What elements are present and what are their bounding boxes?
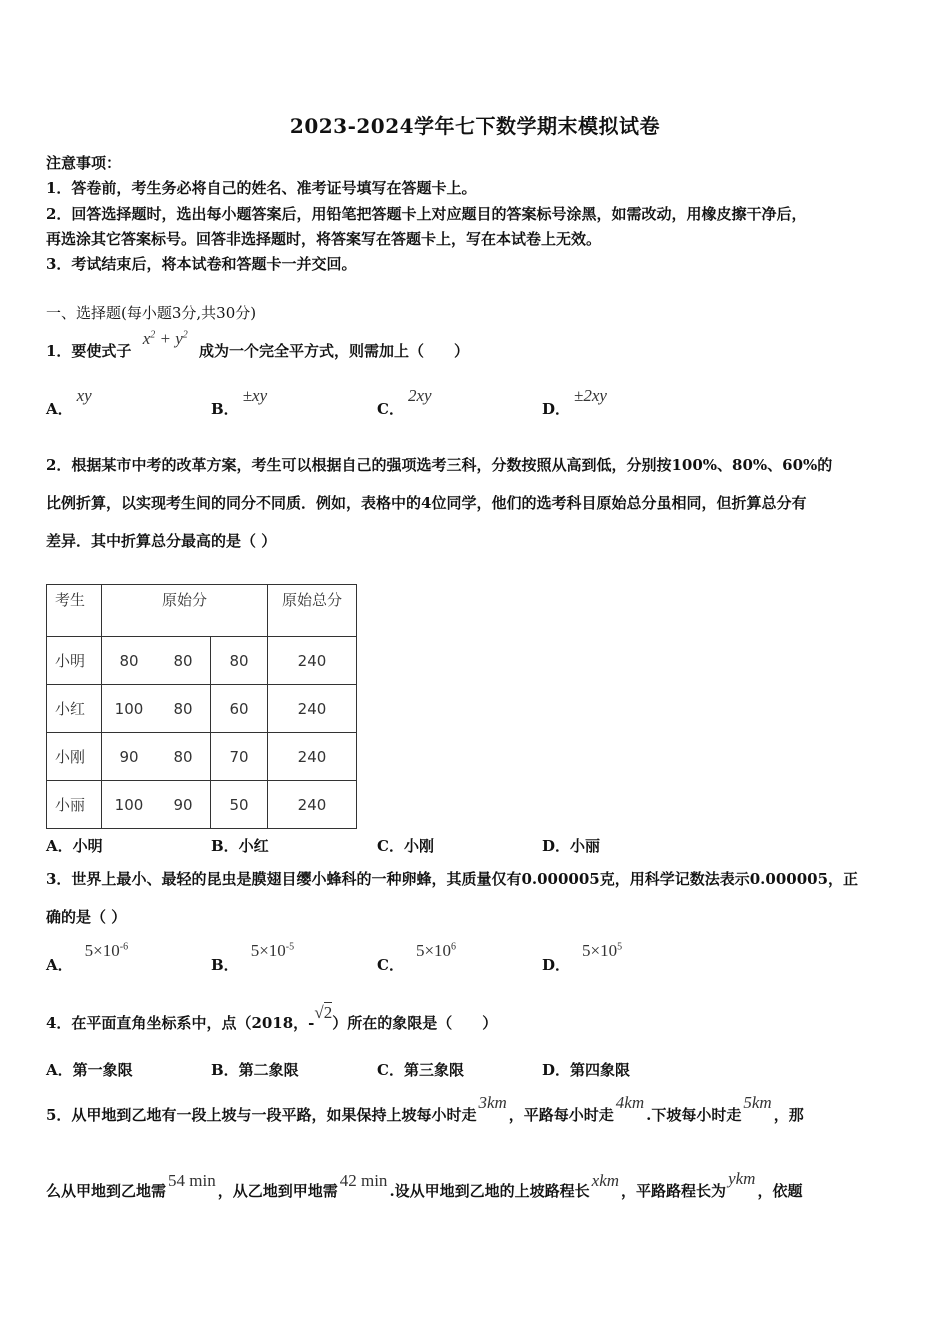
table-cell: 90	[102, 733, 157, 781]
question-5-line-1: 5．从甲地到乙地有一段上坡与一段平路，如果保持上坡每小时走3km，平路每小时走4km.下坡每小时走5km，那	[46, 1093, 804, 1124]
notice-heading: 注意事项：	[46, 154, 122, 172]
question-5-line-2: 么从甲地到乙地需54 min，从乙地到甲地需42 min.设从甲地到乙地的上坡路程长xkm，平路路程长为ykm，依题	[46, 1169, 803, 1200]
table-cell: 240	[268, 685, 357, 733]
question-3-option-a[interactable]: A．$5\times 10^{-6}$	[46, 941, 129, 974]
table-cell: 240	[268, 781, 357, 829]
student-name: 小刚	[47, 733, 102, 781]
table-cell: 50	[211, 781, 268, 829]
table-header-row	[47, 585, 357, 637]
section-heading: 一、选择题(每小题3分,共30分)	[46, 304, 257, 322]
question-1-option-d[interactable]: D．±2xy	[542, 386, 607, 418]
table-row	[47, 781, 357, 829]
question-3-option-c[interactable]: C．$5\times 10^6$	[377, 941, 457, 974]
table-cell: 80	[156, 637, 211, 685]
sqrt-expression: √2	[314, 1003, 333, 1022]
question-2-option-b[interactable]: B．小红	[211, 837, 269, 855]
notice-item: 3．考试结束后，将本试卷和答题卡一并交回。	[46, 255, 357, 273]
question-4-pre: 4．在平面直角坐标系中，点（2018，-	[46, 1014, 315, 1032]
question-1-expression: $x^2 + y^2$	[142, 329, 188, 348]
table-cell: 80	[211, 637, 268, 685]
table-cell: 70	[211, 733, 268, 781]
student-name: 小丽	[47, 781, 102, 829]
question-2-option-d[interactable]: D．小丽	[542, 837, 601, 855]
table-cell: 90	[156, 781, 211, 829]
header-cell: 原始分	[102, 585, 268, 637]
score-table	[46, 584, 357, 829]
question-2-line: 差异．其中折算总分最高的是（ ）	[46, 532, 277, 550]
question-1-option-b[interactable]: B．±xy	[211, 386, 268, 418]
question-4-stem	[46, 1003, 498, 1033]
question-4-option-b[interactable]: B．第二象限	[211, 1061, 299, 1079]
question-1-pre: 1．要使式子	[46, 342, 132, 360]
table-cell: 80	[156, 685, 211, 733]
table-cell: 80	[156, 733, 211, 781]
table-cell: 240	[268, 637, 357, 685]
student-name: 小红	[47, 685, 102, 733]
question-4-option-a[interactable]: A．第一象限	[46, 1061, 133, 1079]
student-name: 小明	[47, 637, 102, 685]
table-row	[47, 637, 357, 685]
question-2-line: 2．根据某市中考的改革方案，考生可以根据自己的强项选考三科，分数按照从高到低，分别按100%、80%、60%的	[46, 456, 833, 474]
question-2-option-c[interactable]: C．小刚	[377, 837, 434, 855]
header-cell: 原始总分	[268, 585, 357, 637]
notice-item: 1．答卷前，考生务必将自己的姓名、准考证号填写在答题卡上。	[46, 179, 477, 197]
notice-item: 2．回答选择题时，选出每小题答案后，用铅笔把答题卡上对应题目的答案标号涂黑，如需改动，用橡皮擦干净后，	[46, 205, 807, 223]
table-row	[47, 685, 357, 733]
table-cell: 100	[102, 781, 157, 829]
question-1-post: 成为一个完全平方式，则需加上（ ）	[199, 342, 470, 360]
question-3-line: 确的是（ ）	[46, 908, 127, 926]
table-cell: 100	[102, 685, 157, 733]
question-4-option-d[interactable]: D．第四象限	[542, 1061, 631, 1079]
table-row	[47, 733, 357, 781]
question-3-line: 3．世界上最小、最轻的昆虫是膜翅目缨小蜂科的一种卵蜂，其质量仅有0.000005克，用科学记数法表示0.000005，正	[46, 870, 859, 888]
question-4-post: ）所在的象限是（ ）	[332, 1014, 498, 1032]
question-1-option-a[interactable]: A．xy	[46, 386, 92, 418]
question-2-line: 比例折算，以实现考生间的同分不同质．例如，表格中的4位同学，他们的选考科目原始总分虽相同，但折算总分有	[46, 494, 807, 512]
table-cell: 60	[211, 685, 268, 733]
question-1-option-c[interactable]: C．2xy	[377, 386, 432, 418]
table-cell: 240	[268, 733, 357, 781]
page-title: 2023-2024学年七下数学期末模拟试卷	[289, 114, 661, 138]
question-1-stem	[46, 329, 470, 361]
question-3-option-d[interactable]: D．$5\times 10^5$	[542, 941, 623, 974]
table-cell: 80	[102, 637, 157, 685]
question-2-option-a[interactable]: A．小明	[46, 837, 103, 855]
question-4-option-c[interactable]: C．第三象限	[377, 1061, 464, 1079]
header-cell: 考生	[47, 585, 102, 637]
question-3-option-b[interactable]: B．$5\times 10^{-5}$	[211, 941, 295, 974]
notice-item: 再选涂其它答案标号。回答非选择题时，将答案写在答题卡上，写在本试卷上无效。	[46, 230, 602, 248]
